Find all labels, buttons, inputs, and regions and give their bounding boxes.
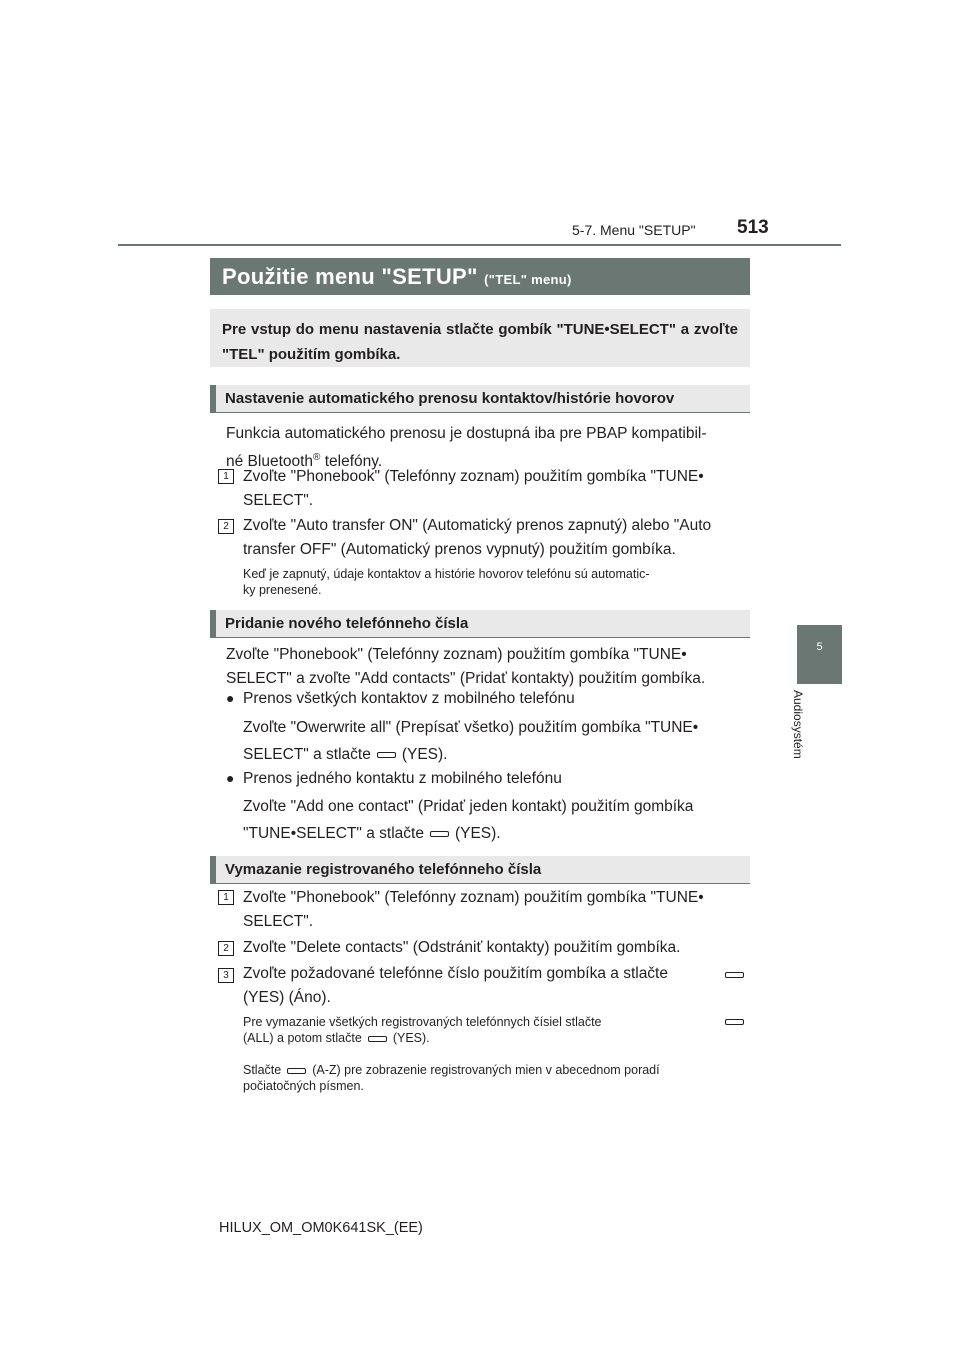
intro-box: Pre vstup do menu nastavenia stlačte gombík "TUNE•SELECT" a zvoľte "TEL" použitím gombíka.	[210, 309, 750, 367]
sec1-p1a: Funkcia automatického prenosu je dostupná iba pre PBAP kompatibil-	[226, 425, 707, 442]
sec2-bullet1-l2	[243, 743, 448, 767]
sec2-b2l2b: (YES).	[454, 825, 501, 842]
sec3-n1a: Pre vymazanie všetkých registrovaných telefónnych čísiel stlačte	[243, 1015, 602, 1029]
sec1-p1b: né Bluetooth	[226, 453, 314, 471]
bullet-icon: ●	[226, 690, 235, 706]
sec3-n1c: (YES).	[392, 1031, 430, 1045]
sec3-step1	[243, 886, 750, 934]
sec2-bullet1: Prenos všetkých kontaktov z mobilného telefónu	[243, 690, 575, 707]
sec2-b2l2a: "TUNE•SELECT" a stlačte	[243, 825, 424, 842]
sec3-note1	[243, 1014, 750, 1046]
step-number-2: 2	[218, 941, 234, 956]
sec2-b1l2a: SELECT" a stlačte	[243, 746, 371, 763]
sec3-s3a: Zvoľte požadované telefónne číslo použitím gombíka a stlačte	[243, 965, 668, 982]
yes-button-icon	[725, 972, 744, 978]
sec2-bullet1-l1: Zvoľte "Owerwrite all" (Prepísať všetko) použitím gombíka "TUNE•	[243, 719, 699, 736]
sec2-paragraph	[226, 643, 750, 691]
page-title	[210, 258, 750, 295]
sec1-step1-l1: Zvoľte "Phonebook" (Telefónny zoznam) použitím gombíka "TUNE•	[243, 468, 704, 485]
yes-button-icon	[368, 1036, 387, 1042]
step-number-2: 2	[218, 519, 234, 534]
sec2-p1: Zvoľte "Phonebook" (Telefónny zoznam) použitím gombíka "TUNE•	[226, 646, 687, 663]
sec3-n1b: (ALL) a potom stlačte	[243, 1031, 362, 1045]
sec3-note1-l2	[243, 1030, 750, 1046]
title-main: Použitie menu "SETUP"	[222, 264, 478, 289]
sec1-p1c: telefóny.	[320, 453, 383, 471]
sec1-step1	[243, 465, 750, 513]
sec1-step2-l1: Zvoľte "Auto transfer ON" (Automatický prenos zapnutý) alebo "Auto	[243, 517, 712, 534]
section-heading-auto-transfer: Nastavenie automatického prenosu kontaktov/histórie hovorov	[210, 385, 750, 413]
sec1-note	[243, 566, 750, 598]
sec3-step1-l2: SELECT".	[243, 913, 314, 930]
section-heading-delete-number: Vymazanie registrovaného telefónneho čísla	[210, 856, 750, 884]
sec1-step2	[243, 514, 750, 562]
chapter-tab-label: Audiosystém	[791, 690, 805, 759]
all-button-icon	[725, 1019, 744, 1025]
sec1-note-l2: ky prenesené.	[243, 583, 322, 597]
step-number-1: 1	[218, 890, 234, 905]
sec3-note2	[243, 1062, 750, 1094]
title-sub: ("TEL" menu)	[484, 272, 572, 287]
registered-mark: ®	[313, 452, 321, 463]
footer-code: HILUX_OM_OM0K641SK_(EE)	[219, 1220, 423, 1236]
sec2-bullet2: Prenos jedného kontaktu z mobilného telefónu	[243, 770, 562, 787]
yes-button-icon	[430, 831, 449, 837]
chapter-tab: 5	[797, 625, 842, 684]
step-number-1: 1	[218, 469, 234, 484]
section-heading-add-number: Pridanie nového telefónneho čísla	[210, 610, 750, 638]
sec2-b1l2b: (YES).	[401, 746, 448, 763]
sec3-step2: Zvoľte "Delete contacts" (Odstrániť kontakty) použitím gombíka.	[243, 939, 681, 956]
sec3-step3-l2: (YES) (Áno).	[243, 989, 331, 1006]
bullet-icon: ●	[226, 770, 235, 786]
sec3-note1-l1	[243, 1014, 750, 1030]
sec3-step3-l1	[243, 962, 750, 986]
header-rule	[118, 244, 841, 246]
step-number-3: 3	[218, 968, 234, 983]
yes-button-icon	[377, 752, 396, 758]
sec2-bullet2-l2	[243, 822, 501, 846]
header-section: 5-7. Menu "SETUP"	[572, 222, 696, 238]
page-number: 513	[737, 217, 769, 238]
sec1-step1-l2: SELECT".	[243, 492, 314, 509]
sec3-step3	[243, 962, 750, 1010]
sec2-bullet2-l1: Zvoľte "Add one contact" (Pridať jeden kontakt) použitím gombíka	[243, 798, 694, 815]
sec2-p2: SELECT" a zvoľte "Add contacts" (Pridať kontakty) použitím gombíka.	[226, 670, 706, 687]
sec3-n2a: Stlačte	[243, 1063, 282, 1077]
sec1-note-l1: Keď je zapnutý, údaje kontaktov a histórie hovorov telefónu sú automatic-	[243, 567, 650, 581]
sec3-step1-l1: Zvoľte "Phonebook" (Telefónny zoznam) použitím gombíka "TUNE•	[243, 889, 704, 906]
az-button-icon	[287, 1068, 306, 1074]
sec3-n2b: (A-Z) pre zobrazenie registrovaných mien v abecednom poradí	[312, 1063, 660, 1077]
sec3-note2-l2: počiatočných písmen.	[243, 1079, 364, 1093]
sec3-note2-l1	[243, 1062, 750, 1078]
sec1-step2-l2: transfer OFF" (Automatický prenos vypnutý) použitím gombíka.	[243, 541, 676, 558]
